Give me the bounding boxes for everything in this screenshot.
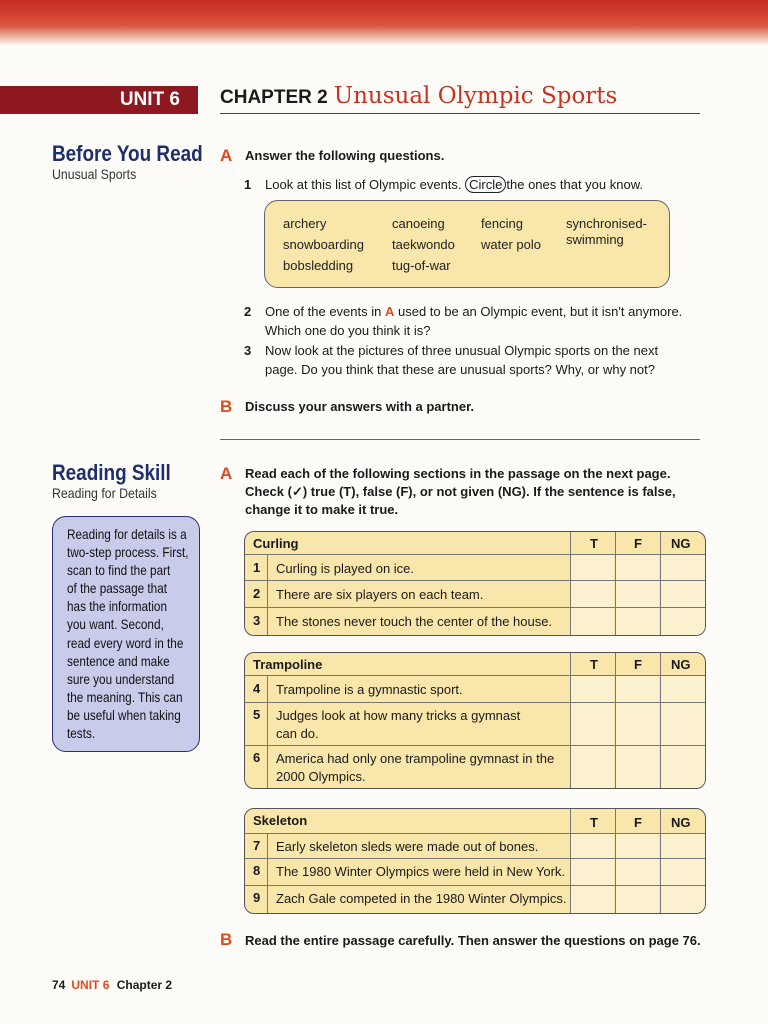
- word-tug-of-war: tug-of-war: [392, 258, 451, 273]
- skill-b-instruction: Read the entire passage carefully. Then answer the questions on page 76.: [245, 933, 701, 948]
- row-text: The stones never touch the center of the house.: [276, 614, 553, 629]
- reading-tip-text: [67, 525, 193, 742]
- row-text: Early skeleton sleds were made out of bones.: [276, 839, 539, 854]
- page-footer: [52, 978, 172, 992]
- column-ng: NG: [671, 657, 691, 672]
- row-number: 4: [253, 681, 261, 696]
- column-divider: [615, 809, 616, 913]
- row-line: Judges look at how many tricks a gymnast: [276, 708, 521, 723]
- column-t: T: [590, 657, 598, 672]
- skill-a-letter: A: [220, 464, 233, 483]
- skill-a-instruction: [245, 465, 705, 519]
- section-b-letter: B: [220, 397, 233, 416]
- instruction-line: Read each of the following sections in the passage on the next page.: [245, 466, 671, 481]
- section-a-letter: A: [220, 146, 233, 165]
- row-number: 5: [253, 707, 261, 722]
- top-color-band: [0, 0, 768, 46]
- question-3-line-1: Now look at the pictures of three unusual Olympic sports on the next: [265, 343, 659, 358]
- tip-line: has the information: [67, 598, 168, 615]
- column-f: F: [634, 536, 642, 551]
- instruction-line: Check (✓) true (T), false (F), or not given (NG). If the sentence is false,: [245, 484, 676, 499]
- table-row: [245, 554, 705, 581]
- curling-table: [244, 531, 706, 636]
- word-canoeing: canoeing: [392, 216, 445, 231]
- column-divider: [570, 809, 571, 913]
- row-text: There are six players on each team.: [276, 587, 484, 602]
- column-f: F: [634, 657, 642, 672]
- tip-line: tests.: [67, 725, 96, 742]
- question-2: [244, 302, 704, 342]
- column-divider: [660, 653, 661, 788]
- table-title: Trampoline: [253, 657, 323, 672]
- question-number: 2: [244, 304, 252, 319]
- column-divider: [570, 532, 571, 635]
- row-number: 2: [253, 586, 261, 601]
- column-divider: [615, 653, 616, 788]
- before-you-read-heading: Before You Read: [52, 141, 203, 166]
- column-ng: NG: [671, 536, 691, 551]
- row-text: Trampoline is a gymnastic sport.: [276, 682, 463, 697]
- column-divider: [660, 809, 661, 913]
- row-line: can do.: [276, 726, 319, 741]
- question-3-line-2: page. Do you think that these are unusual sports? Why, or why not?: [265, 362, 655, 377]
- question-number: 1: [244, 177, 252, 192]
- word-swimming: swimming: [566, 232, 624, 247]
- table-title: Skeleton: [253, 813, 308, 828]
- column-divider: [570, 653, 571, 788]
- circle-word: Circle: [465, 176, 506, 193]
- table-row: [245, 607, 705, 636]
- event-word-box: [264, 200, 670, 288]
- tip-line: of the passage that: [67, 580, 168, 597]
- row-number: 1: [253, 560, 261, 575]
- column-divider: [267, 554, 268, 635]
- tip-line: the meaning. This can: [67, 688, 183, 705]
- row-line: America had only one trampoline gymnast in the: [276, 751, 555, 766]
- question-3: [244, 341, 704, 381]
- tip-line: two-step process. First,: [67, 544, 189, 561]
- table-row: [245, 702, 705, 746]
- word-synchronised: synchronised-: [566, 216, 647, 231]
- before-you-read-subheading: Unusual Sports: [52, 166, 137, 182]
- question-1-text-end: the ones that you know.: [506, 177, 643, 192]
- question-1-text: Look at this list of Olympic events.: [265, 177, 462, 192]
- section-b-instruction: Discuss your answers with a partner.: [245, 399, 475, 414]
- tip-line: read every word in the: [67, 634, 184, 651]
- page-number: 74: [52, 978, 66, 992]
- column-ng: NG: [671, 815, 691, 830]
- row-text: The 1980 Winter Olympics were held in New York.: [276, 864, 566, 879]
- row-text: Zach Gale competed in the 1980 Winter Olympics.: [276, 891, 567, 906]
- question-number: 3: [244, 343, 252, 358]
- table-row: [245, 580, 705, 608]
- instruction-line: change it to make it true.: [245, 502, 399, 517]
- table-row: [245, 858, 705, 886]
- unit-label: UNIT 6: [119, 89, 180, 110]
- table-row: [245, 833, 705, 859]
- word-bobsledding: bobsledding: [283, 258, 354, 273]
- tip-line: sure you understand: [67, 670, 175, 687]
- section-a-instruction: Answer the following questions.: [245, 148, 445, 163]
- question-2-line-2: Which one do you think it is?: [265, 323, 431, 338]
- chapter-rule: [220, 113, 700, 114]
- column-f: F: [634, 815, 642, 830]
- section-reference: A: [384, 304, 395, 319]
- row-text: [276, 750, 554, 786]
- row-number: 3: [253, 613, 261, 628]
- table-title: Curling: [253, 536, 299, 551]
- column-divider: [267, 675, 268, 788]
- skeleton-table: [244, 808, 706, 914]
- word-archery: archery: [283, 216, 327, 231]
- word-water-polo: water polo: [481, 237, 541, 252]
- skill-b-letter: B: [220, 930, 233, 949]
- chapter-heading: [220, 83, 617, 109]
- tip-line: Reading for details is a: [67, 526, 187, 542]
- question-1: [244, 175, 704, 195]
- unit-bar: [0, 86, 198, 114]
- row-text: [276, 707, 520, 743]
- tip-line: be useful when taking: [67, 706, 181, 723]
- row-line: 2000 Olympics.: [276, 769, 366, 784]
- table-row: [245, 675, 705, 703]
- footer-chapter: Chapter 2: [116, 978, 173, 992]
- question-2-text: One of the events in: [265, 304, 382, 319]
- word-snowboarding: snowboarding: [283, 237, 364, 252]
- reading-skill-subheading: Reading for Details: [52, 485, 157, 501]
- question-2-text-end: used to be an Olympic event, but it isn't anymore.: [398, 304, 683, 319]
- row-number: 9: [253, 890, 261, 905]
- row-number: 7: [253, 838, 261, 853]
- word-taekwondo: taekwondo: [392, 237, 455, 252]
- trampoline-table: [244, 652, 706, 789]
- column-t: T: [590, 536, 598, 551]
- row-number: 8: [253, 863, 261, 878]
- tip-line: sentence and make: [67, 652, 170, 669]
- column-divider: [615, 532, 616, 635]
- column-divider: [660, 532, 661, 635]
- chapter-title: Unusual Olympic Sports: [333, 83, 618, 109]
- word-fencing: fencing: [481, 216, 523, 231]
- reading-tip-box: [52, 516, 200, 752]
- tip-line: you want. Second,: [67, 616, 164, 633]
- chapter-label: CHAPTER 2: [220, 87, 328, 108]
- row-text: Curling is played on ice.: [276, 561, 415, 576]
- table-row: [245, 885, 705, 914]
- column-t: T: [590, 815, 598, 830]
- footer-unit: UNIT 6: [71, 978, 110, 992]
- section-rule: [220, 439, 700, 440]
- row-number: 6: [253, 750, 261, 765]
- column-divider: [267, 833, 268, 913]
- tip-line: scan to find the part: [67, 562, 171, 579]
- table-row: [245, 745, 705, 789]
- reading-skill-heading: Reading Skill: [52, 460, 171, 485]
